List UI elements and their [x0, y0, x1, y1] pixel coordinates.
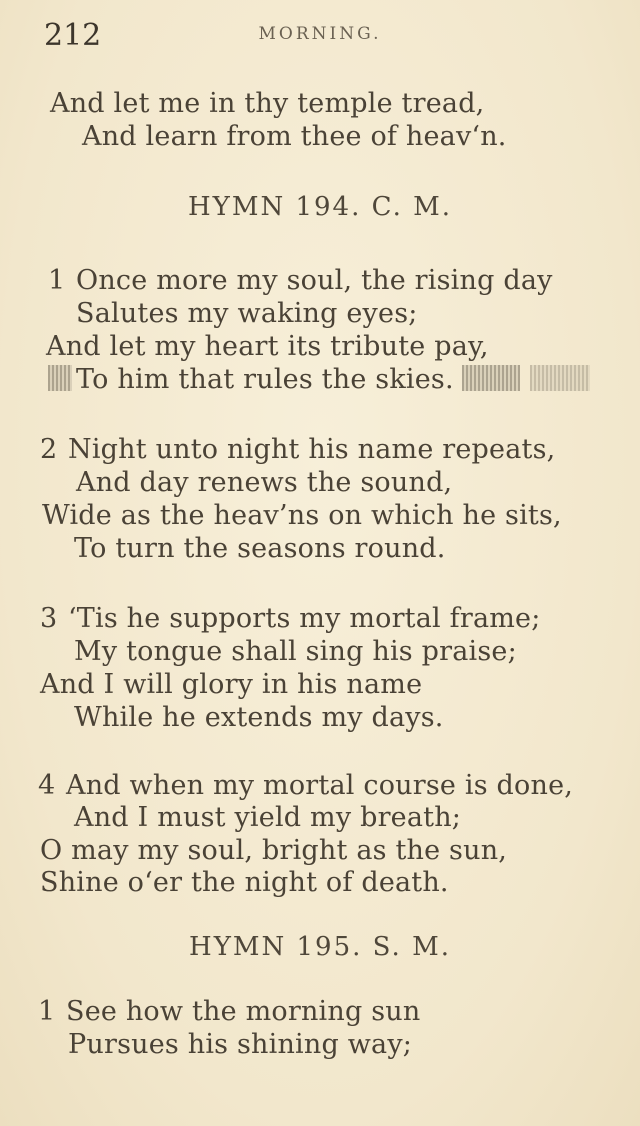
hymn-194-stanza-3-line-3: And I will glory in his name	[40, 669, 423, 700]
hymn-194-stanza-2-line-2: And day renews the sound,	[76, 467, 453, 498]
ornament-right	[530, 365, 590, 391]
stanza-number: 4	[38, 770, 56, 801]
hymn-194-stanza-1-line-2: Salutes my waking eyes;	[76, 298, 418, 329]
verse-text: Once more my soul, the rising day	[76, 265, 553, 296]
hymn-194-stanza-1-line-3: And let my heart its tribute pay,	[46, 331, 489, 362]
running-head: MORNING.	[258, 24, 382, 44]
hymn-194-stanza-1-line-4: To him that rules the skies.	[76, 364, 454, 395]
hymn-195-stanza-1-line-2: Pursues his shining way;	[68, 1029, 413, 1060]
hymn-194-stanza-2-line-3: Wide as the heav’ns on which he sits,	[42, 500, 562, 531]
hymn-194-heading: HYMN 194. C. M.	[187, 192, 452, 222]
stanza-number: 2	[40, 434, 58, 465]
ornament-left	[48, 365, 72, 391]
hymn-194-stanza-2-line-1	[40, 434, 555, 465]
stanza-number: 1	[38, 996, 56, 1027]
stanza-number: 3	[40, 603, 58, 634]
hymn-194-stanza-3-line-2: My tongue shall sing his praise;	[74, 636, 517, 667]
hymn-194-stanza-3-line-4: While he extends my days.	[74, 702, 444, 733]
stanza-number: 1	[48, 265, 66, 296]
verse-text: See how the morning sun	[66, 996, 421, 1027]
hymn-194-stanza-4-line-3: O may my soul, bright as the sun,	[40, 835, 508, 866]
ornament-middle	[462, 365, 520, 391]
hymn-194-stanza-1-line-1	[48, 265, 553, 296]
continuation-line-1: And let me in thy temple tread,	[50, 88, 485, 119]
verse-text: ‘Tis he supports my mortal frame;	[68, 603, 541, 634]
hymn-194-stanza-4-line-1	[38, 770, 573, 801]
hymn-194-stanza-4-line-4: Shine o‘er the night of death.	[40, 867, 449, 898]
continuation-line-2: And learn from thee of heav‘n.	[82, 121, 507, 152]
page-number: 212	[44, 18, 102, 53]
hymn-194-stanza-2-line-4: To turn the seasons round.	[74, 533, 446, 564]
verse-text: Night unto night his name repeats,	[68, 434, 556, 465]
hymn-195-stanza-1-line-1	[38, 996, 420, 1027]
verse-text: And when my mortal course is done,	[66, 770, 574, 801]
hymn-194-stanza-3-line-1	[40, 603, 541, 634]
hymn-194-stanza-4-line-2: And I must yield my breath;	[74, 802, 462, 833]
hymn-195-heading: HYMN 195. S. M.	[189, 932, 451, 962]
